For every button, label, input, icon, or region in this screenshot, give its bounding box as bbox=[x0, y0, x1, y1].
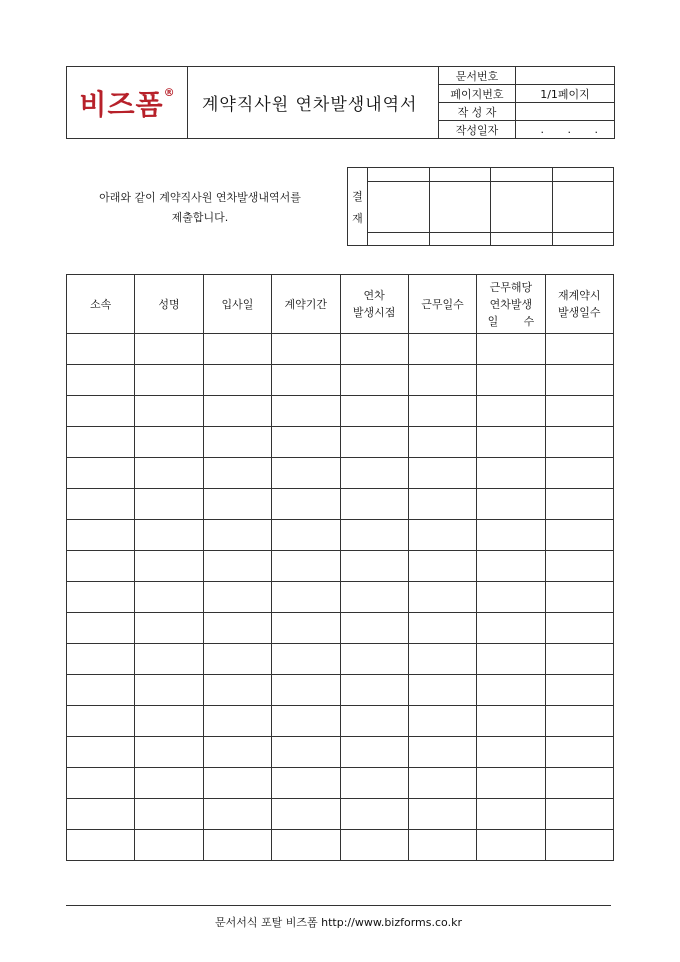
table-cell[interactable] bbox=[135, 644, 203, 675]
table-cell[interactable] bbox=[272, 675, 340, 706]
table-cell[interactable] bbox=[545, 675, 613, 706]
table-cell[interactable] bbox=[135, 551, 203, 582]
table-cell[interactable] bbox=[340, 520, 408, 551]
footer-divider bbox=[66, 905, 611, 906]
table-cell[interactable] bbox=[477, 799, 545, 830]
table-cell[interactable] bbox=[340, 644, 408, 675]
approval-label-bottom: 재 bbox=[352, 211, 363, 225]
intro-line-1: 아래와 같이 계약직사원 연차발생내역서를 bbox=[99, 191, 301, 204]
approval-date-cell[interactable] bbox=[368, 232, 430, 245]
table-cell[interactable] bbox=[67, 334, 135, 365]
table-cell[interactable] bbox=[135, 675, 203, 706]
table-cell[interactable] bbox=[203, 675, 271, 706]
table-cell[interactable] bbox=[340, 365, 408, 396]
approval-title-cell[interactable] bbox=[491, 168, 553, 182]
table-cell[interactable] bbox=[477, 334, 545, 365]
table-cell[interactable] bbox=[135, 799, 203, 830]
footer-text: 문서서식 포탈 비즈폼 http://www.bizforms.co.kr bbox=[215, 916, 462, 929]
table-cell[interactable] bbox=[477, 613, 545, 644]
table-cell[interactable] bbox=[545, 737, 613, 768]
table-cell[interactable] bbox=[67, 799, 135, 830]
table-cell[interactable] bbox=[67, 396, 135, 427]
approval-box bbox=[347, 167, 614, 246]
table-cell[interactable] bbox=[477, 768, 545, 799]
table-cell[interactable] bbox=[408, 706, 476, 737]
table-cell[interactable] bbox=[408, 489, 476, 520]
table-cell[interactable] bbox=[545, 489, 613, 520]
table-cell[interactable] bbox=[203, 489, 271, 520]
table-cell[interactable] bbox=[545, 365, 613, 396]
approval-title-cell[interactable] bbox=[552, 168, 614, 182]
intro-line-2: 제출합니다. bbox=[171, 211, 229, 224]
table-cell[interactable] bbox=[203, 706, 271, 737]
table-cell[interactable] bbox=[203, 458, 271, 489]
table-cell[interactable] bbox=[340, 675, 408, 706]
table-cell[interactable] bbox=[67, 365, 135, 396]
table-cell[interactable] bbox=[67, 830, 135, 861]
table-row bbox=[67, 396, 614, 427]
table-cell[interactable] bbox=[135, 427, 203, 458]
table-cell[interactable] bbox=[67, 427, 135, 458]
table-cell[interactable] bbox=[272, 520, 340, 551]
table-cell[interactable] bbox=[272, 830, 340, 861]
table-cell[interactable] bbox=[477, 644, 545, 675]
table-cell[interactable] bbox=[203, 644, 271, 675]
table-cell[interactable] bbox=[203, 396, 271, 427]
table-cell[interactable] bbox=[340, 489, 408, 520]
table-row bbox=[67, 334, 614, 365]
table-cell[interactable] bbox=[477, 489, 545, 520]
table-row bbox=[67, 458, 614, 489]
approval-sign-cell[interactable] bbox=[429, 182, 491, 233]
table-cell[interactable] bbox=[545, 396, 613, 427]
table-cell[interactable] bbox=[272, 582, 340, 613]
approval-sign-cell[interactable] bbox=[491, 182, 553, 233]
table-cell[interactable] bbox=[545, 582, 613, 613]
registered-mark: ® bbox=[163, 85, 175, 99]
leave-table bbox=[66, 274, 614, 861]
header-recontract-days: 재계약시 발생일수 bbox=[545, 275, 613, 334]
table-cell[interactable] bbox=[408, 582, 476, 613]
table-cell[interactable] bbox=[203, 551, 271, 582]
table-cell[interactable] bbox=[477, 427, 545, 458]
table-row bbox=[67, 427, 614, 458]
table-cell[interactable] bbox=[135, 458, 203, 489]
table-cell[interactable] bbox=[272, 427, 340, 458]
table-cell[interactable] bbox=[135, 582, 203, 613]
approval-label bbox=[348, 168, 368, 246]
table-row bbox=[67, 799, 614, 830]
table-row bbox=[67, 613, 614, 644]
table-cell[interactable] bbox=[477, 365, 545, 396]
table-cell[interactable] bbox=[135, 365, 203, 396]
table-cell[interactable] bbox=[272, 613, 340, 644]
table-cell[interactable] bbox=[545, 830, 613, 861]
table-cell[interactable] bbox=[477, 830, 545, 861]
table-cell[interactable] bbox=[67, 768, 135, 799]
table-cell[interactable] bbox=[67, 520, 135, 551]
logo-cell bbox=[67, 67, 188, 139]
table-cell[interactable] bbox=[545, 706, 613, 737]
table-cell[interactable] bbox=[408, 427, 476, 458]
approval-date-cell[interactable] bbox=[429, 232, 491, 245]
table-cell[interactable] bbox=[67, 489, 135, 520]
bizforms-logo bbox=[67, 83, 187, 123]
table-cell[interactable] bbox=[203, 427, 271, 458]
table-cell[interactable] bbox=[545, 768, 613, 799]
table-cell[interactable] bbox=[408, 458, 476, 489]
header-leave-occurrence-time: 연차 발생시점 bbox=[340, 275, 408, 334]
table-cell[interactable] bbox=[203, 365, 271, 396]
table-cell[interactable] bbox=[340, 799, 408, 830]
table-cell[interactable] bbox=[340, 582, 408, 613]
header-name: 성명 bbox=[135, 275, 203, 334]
table-cell[interactable] bbox=[272, 334, 340, 365]
table-cell[interactable] bbox=[408, 799, 476, 830]
table-cell[interactable] bbox=[408, 396, 476, 427]
table-cell[interactable] bbox=[272, 551, 340, 582]
table-cell[interactable] bbox=[67, 613, 135, 644]
table-cell[interactable] bbox=[135, 520, 203, 551]
table-cell[interactable] bbox=[272, 365, 340, 396]
table-cell[interactable] bbox=[477, 396, 545, 427]
table-cell[interactable] bbox=[340, 613, 408, 644]
table-cell[interactable] bbox=[135, 489, 203, 520]
approval-sign-cell[interactable] bbox=[552, 182, 614, 233]
table-cell[interactable] bbox=[340, 551, 408, 582]
table-cell[interactable] bbox=[477, 675, 545, 706]
table-cell[interactable] bbox=[408, 737, 476, 768]
table-cell[interactable] bbox=[545, 334, 613, 365]
table-cell[interactable] bbox=[135, 830, 203, 861]
table-cell[interactable] bbox=[67, 582, 135, 613]
table-cell[interactable] bbox=[408, 830, 476, 861]
table-cell[interactable] bbox=[545, 458, 613, 489]
table-row bbox=[67, 365, 614, 396]
approval-title-cell[interactable] bbox=[368, 168, 430, 182]
table-cell[interactable] bbox=[340, 427, 408, 458]
table-cell[interactable] bbox=[67, 737, 135, 768]
table-cell[interactable] bbox=[545, 551, 613, 582]
table-cell[interactable] bbox=[477, 520, 545, 551]
table-row bbox=[67, 768, 614, 799]
table-cell[interactable] bbox=[340, 830, 408, 861]
table-cell[interactable] bbox=[203, 613, 271, 644]
meta-value-date[interactable]: . . . bbox=[516, 121, 615, 139]
table-cell[interactable] bbox=[477, 706, 545, 737]
table-cell[interactable] bbox=[545, 644, 613, 675]
table-cell[interactable] bbox=[272, 768, 340, 799]
header-affiliation: 소속 bbox=[67, 275, 135, 334]
table-cell[interactable] bbox=[67, 458, 135, 489]
table-cell[interactable] bbox=[272, 644, 340, 675]
header-work-days: 근무일수 bbox=[408, 275, 476, 334]
table-cell[interactable] bbox=[408, 551, 476, 582]
table-cell[interactable] bbox=[545, 613, 613, 644]
table-row bbox=[67, 675, 614, 706]
table-cell[interactable] bbox=[203, 334, 271, 365]
table-row bbox=[67, 582, 614, 613]
table-cell[interactable] bbox=[203, 520, 271, 551]
approval-sign-cell[interactable] bbox=[368, 182, 430, 233]
table-cell[interactable] bbox=[477, 458, 545, 489]
table-cell[interactable] bbox=[135, 768, 203, 799]
approval-title-cell[interactable] bbox=[429, 168, 491, 182]
table-cell[interactable] bbox=[545, 520, 613, 551]
table-cell[interactable] bbox=[203, 799, 271, 830]
table-cell[interactable] bbox=[203, 737, 271, 768]
table-row bbox=[67, 737, 614, 768]
table-cell[interactable] bbox=[408, 768, 476, 799]
table-row bbox=[67, 489, 614, 520]
table-cell[interactable] bbox=[135, 334, 203, 365]
meta-value-page-number[interactable]: 1/1페이지 bbox=[516, 85, 615, 103]
document-header bbox=[66, 66, 615, 139]
table-cell[interactable] bbox=[272, 799, 340, 830]
header-leave-days: 근무해당 연차발생 일 수 bbox=[477, 275, 545, 334]
table-cell[interactable] bbox=[203, 768, 271, 799]
approval-date-cell[interactable] bbox=[552, 232, 614, 245]
table-cell[interactable] bbox=[340, 737, 408, 768]
approval-label-top: 결 bbox=[352, 189, 363, 203]
table-cell[interactable] bbox=[408, 613, 476, 644]
table-cell[interactable] bbox=[67, 706, 135, 737]
table-cell[interactable] bbox=[67, 675, 135, 706]
table-row bbox=[67, 520, 614, 551]
intro-text bbox=[66, 188, 334, 228]
table-cell[interactable] bbox=[272, 396, 340, 427]
meta-label-author: 작 성 자 bbox=[439, 103, 516, 121]
table-cell[interactable] bbox=[203, 830, 271, 861]
meta-label-date: 작성일자 bbox=[439, 121, 516, 139]
table-cell[interactable] bbox=[545, 799, 613, 830]
table-cell[interactable] bbox=[545, 427, 613, 458]
meta-label-doc-number: 문서번호 bbox=[439, 67, 516, 85]
table-cell[interactable] bbox=[340, 458, 408, 489]
table-cell[interactable] bbox=[340, 396, 408, 427]
table-row bbox=[67, 706, 614, 737]
table-cell[interactable] bbox=[272, 737, 340, 768]
header-hire-date: 입사일 bbox=[203, 275, 271, 334]
table-cell[interactable] bbox=[477, 737, 545, 768]
table-cell[interactable] bbox=[135, 396, 203, 427]
table-cell[interactable] bbox=[135, 613, 203, 644]
table-header-row bbox=[67, 275, 614, 334]
document-title: 계약직사원 연차발생내역서 bbox=[188, 67, 439, 139]
table-cell[interactable] bbox=[340, 768, 408, 799]
table-cell[interactable] bbox=[203, 582, 271, 613]
meta-value-doc-number[interactable] bbox=[516, 67, 615, 85]
meta-value-author[interactable] bbox=[516, 103, 615, 121]
meta-label-page-number: 페이지번호 bbox=[439, 85, 516, 103]
table-row bbox=[67, 830, 614, 861]
table-cell[interactable] bbox=[340, 706, 408, 737]
table-cell[interactable] bbox=[477, 551, 545, 582]
table-cell[interactable] bbox=[67, 644, 135, 675]
header-contract-period: 계약기간 bbox=[272, 275, 340, 334]
table-cell[interactable] bbox=[272, 458, 340, 489]
table-cell[interactable] bbox=[272, 706, 340, 737]
logo-text: 비즈폼 bbox=[79, 87, 164, 121]
table-row bbox=[67, 551, 614, 582]
table-cell[interactable] bbox=[340, 334, 408, 365]
approval-date-cell[interactable] bbox=[491, 232, 553, 245]
table-cell[interactable] bbox=[272, 489, 340, 520]
table-cell[interactable] bbox=[408, 644, 476, 675]
table-row bbox=[67, 644, 614, 675]
table-cell[interactable] bbox=[408, 520, 476, 551]
table-cell[interactable] bbox=[67, 551, 135, 582]
table-cell[interactable] bbox=[408, 675, 476, 706]
table-cell[interactable] bbox=[408, 365, 476, 396]
table-cell[interactable] bbox=[477, 582, 545, 613]
table-cell[interactable] bbox=[408, 334, 476, 365]
table-cell[interactable] bbox=[135, 706, 203, 737]
table-cell[interactable] bbox=[135, 737, 203, 768]
